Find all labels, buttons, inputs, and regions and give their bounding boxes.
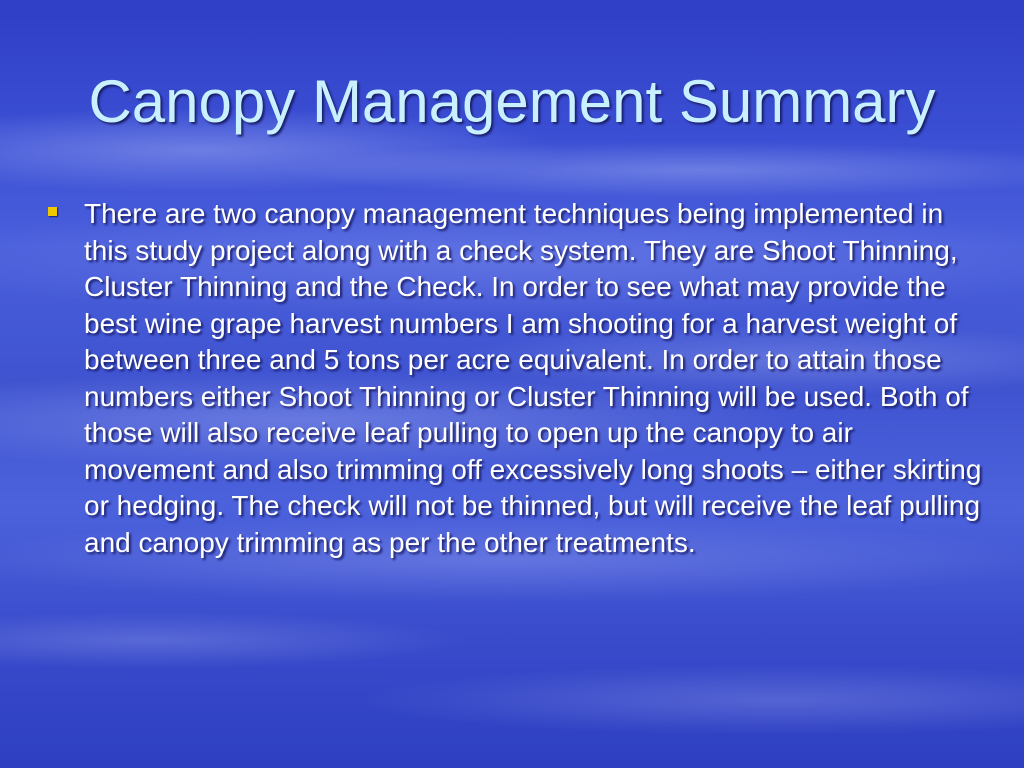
square-bullet-icon <box>48 207 57 216</box>
slide-title: Canopy Management Summary <box>88 68 936 135</box>
bullet-list <box>48 196 988 561</box>
bullet-text: There are two canopy management techniques being implemented in this study project along with a check system. They are Shoot Thinning, Cluster Thinning and the Check. In order to see what may provide the best wine grape harvest numbers I am shooting for a harvest weight of between three and 5 tons per acre equivalent. In order to attain those numbers either Shoot Thinning or Cluster Thinning will be used. Both of those will also receive leaf pulling to open up the canopy to air movement and also trimming off excessively long shoots – either skirting or hedging. The check will not be thinned, but will receive the leaf pulling and canopy trimming as per the other treatments. <box>84 198 982 558</box>
bullet-item <box>48 196 988 561</box>
